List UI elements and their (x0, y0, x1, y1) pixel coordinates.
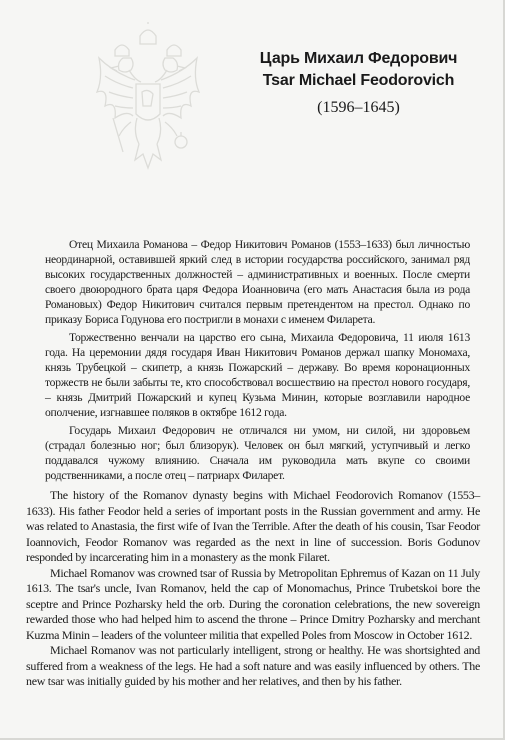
title-block (236, 48, 481, 120)
title-russian: Царь Михаил Федорович (259, 50, 458, 67)
russian-text (45, 237, 470, 483)
english-paragraph-2: Michael Romanov was crowned tsar of Russia by Metropolitan Ephremus of Kazan on 11 July 1613. The tsar's uncle, Ivan Romanov, held the cap of Monomachus, Prince Trubetskoi bore the sceptre and Prince Pozharsky held the orb. During the coronation celebrations, the new sovereign rewarded those who had helped him to ascend the throne – Prince Dmitry Pozharsky and merchant Kuzma Minin – leaders of the volunteer militia that expelled Poles from Moscow in October 1612. (26, 565, 480, 642)
russian-paragraph-3: Государь Михаил Федорович не отличался ни умом, ни силой, ни здоровьем (страдал болезнью ног; был близорук). Человек он был мягкий, уступчивый и легко поддавался чужому влиянию. Сначала им руководила мать вкупе со своими родственниками, а после отец – патриарх Филарет. (45, 424, 470, 482)
double-headed-eagle-icon (93, 22, 203, 190)
life-dates: (1596–1645) (317, 99, 400, 116)
english-paragraph-1: The history of the Romanov dynasty begins with Michael Feodorovich Romanov (1553–1633). His father Feodor held a series of important posts in the Russian government and army. He was related to Anastasia, the first wife of Ivan the Terrible. After the death of his cousin, Tsar Feodor Ioannovich, Feodor Romanov was regarded as the next in line of succession. Boris Godunov responded by incarcerating him in a monastery as the monk Filaret. (26, 488, 480, 564)
russian-paragraph-2: Торжественно венчали на царство его сына, Михаила Федоровича, 11 июля 1613 года. На церемонии дядя государя Иван Никитович Романов держал шапку Мономаха, князь Трубецкой – скипетр, а князь Пожарский – державу. Во время коронационных торжеств не были забыты те, кто способствовал восшествию на престол нового государя, – князь Дмитрий Пожарский и купец Кузьма Минин, которые возглавили народное ополчение, изгнавшее поляков в октябре 1612 года. (45, 331, 470, 419)
russian-paragraph-1: Отец Михаила Романова – Федор Никитович Романов (1553–1633) был личностью неординарной, оставившей яркий след в истории государства российского, занимал ряд высоких государственных должностей – административных и военных. После смерти своего двоюродного брата царя Федора Иоанновича (его мать Анастасия была из рода Романовых) Федор Никитович считался первым претендентом на престол. Однако по приказу Бориса Годунова его постригли в монахи с именем Филарета. (45, 238, 470, 326)
title-english: Tsar Michael Feodorovich (262, 72, 455, 89)
english-paragraph-3: Michael Romanov was not particularly intelligent, strong or healthy. He was shortsighted and suffered from a weakness of the legs. He had a soft nature and was easily influenced by others. The new tsar was initially guided by his mother and her relatives, and then by his father. (26, 643, 480, 688)
english-text (26, 488, 480, 690)
